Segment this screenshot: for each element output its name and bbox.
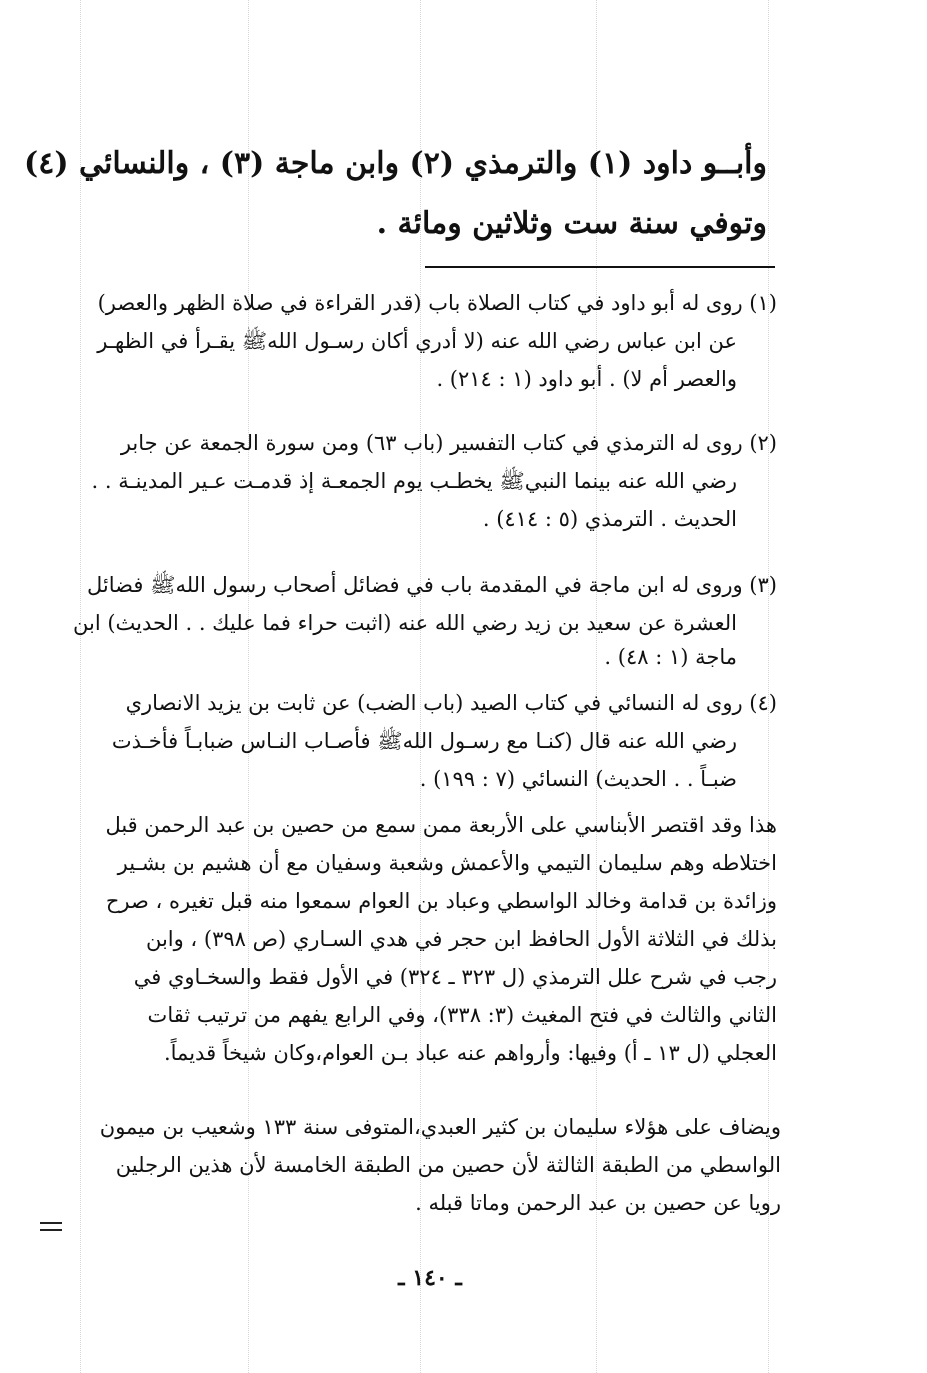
footnote-line: (٣) وروى له ابن ماجة في المقدمة باب في فضائل أصحاب رسول اللهﷺ فضائل: [87, 573, 777, 597]
footnote-1: [97, 284, 777, 398]
paragraph-line: ويضاف على هؤلاء سليمان بن كثير العبدي،المتوفى سنة ١٣٣ وشعيب بن ميمون: [99, 1115, 781, 1139]
footnote-line: ضبـاً . . الحديث) النسائي (٧ : ١٩٩) .: [419, 767, 737, 791]
page-number: ـ ١٤٠ ـ: [398, 1265, 462, 1291]
footnote-line: رضي الله عنه بينما النبيﷺ يخطـب يوم الجمعـة إذ قدمـت عـير المدينـة . .: [91, 469, 737, 493]
paragraph-line: الواسطي من الطبقة الثالثة لأن حصين من الطبقة الخامسة لأن هذين الرجلين: [115, 1153, 781, 1177]
footnote-divider: [425, 266, 775, 268]
footnote-line: عن ابن عباس رضي الله عنه (لا أدري أكان رسـول اللهﷺ يقـرأ في الظهـر: [97, 329, 737, 353]
paragraph-line: رويا عن حصين بن عبد الرحمن وماتا قبله .: [415, 1191, 781, 1215]
footnote-line: والعصر أم لا) . أبو داود (١ : ٢١٤) .: [436, 367, 737, 391]
paragraph-2: [100, 1108, 781, 1222]
footnote-line: ماجة (١ : ٤٨) .: [604, 645, 737, 669]
footnote-line: (٤) روى له النسائي في كتاب الصيد (باب الضب) عن ثابت بن يزيد الانصاري: [125, 691, 777, 715]
paragraph-line: العجلي (ل ١٣ ـ أ) وفيها: وأرواهم عنه عباد بـن العوام،وكان شيخاً قديماً.: [163, 1041, 777, 1065]
paragraph-line: هذا وقد اقتصر الأبناسي على الأربعة ممن سمع من حصين بن عبد الرحمن قبل: [105, 813, 777, 837]
footnote-line: (٢) روى له الترمذي في كتاب التفسير (باب ٦٣) ومن سورة الجمعة عن جابر: [120, 431, 777, 455]
footnote-4: [112, 684, 777, 798]
footnote-3: [73, 566, 777, 672]
main-text-line: وتوفي سنة ست وثلاثين ومائة .: [376, 206, 767, 241]
footnote-2: [92, 424, 777, 538]
paragraph-line: الثاني والثالث في فتح المغيث (٣: ٣٣٨)، وفي الرابع يفهم من ترتيب ثقات: [147, 1003, 777, 1027]
main-text: [24, 134, 767, 254]
paragraph-line: بذلك في الثلاثة الأول الحافظ ابن حجر في هدي السـاري (ص ٣٩٨) ، وابن: [145, 927, 777, 951]
margin-mark: [40, 1222, 62, 1236]
main-text-line: وأبــو داود (١) والترمذي (٢) وابن ماجة (٣) ، والنسائي (٤): [24, 146, 767, 181]
footnote-line: رضي الله عنه قال (كنـا مع رسـول اللهﷺ فأصـاب النـاس ضبابـاً فأخـذت: [111, 729, 737, 753]
paragraph-1: [105, 806, 777, 1072]
paragraph-line: رجب في شرح علل الترمذي (ل ٣٢٣ ـ ٣٢٤) في الأول فقط والسخـاوي في: [133, 965, 777, 989]
paragraph-line: وزائدة بن قدامة وخالد الواسطي وعباد بن العوام سمعوا منه قبل تغيره ، صرح: [105, 889, 777, 913]
footnote-line: الحديث . الترمذي (٥ : ٤١٤) .: [482, 507, 737, 531]
footnote-line: (١) روى له أبو داود في كتاب الصلاة باب (قدر القراءة في صلاة الظهر والعصر): [97, 291, 777, 315]
paragraph-line: اختلاطه وهم سليمان التيمي والأعمش وشعبة وسفيان مع أن هشيم بن بشـير: [117, 851, 777, 875]
footnote-line: العشرة عن سعيد بن زيد رضي الله عنه (اثبت حراء فما عليك . . الحديث) ابن: [73, 611, 737, 635]
